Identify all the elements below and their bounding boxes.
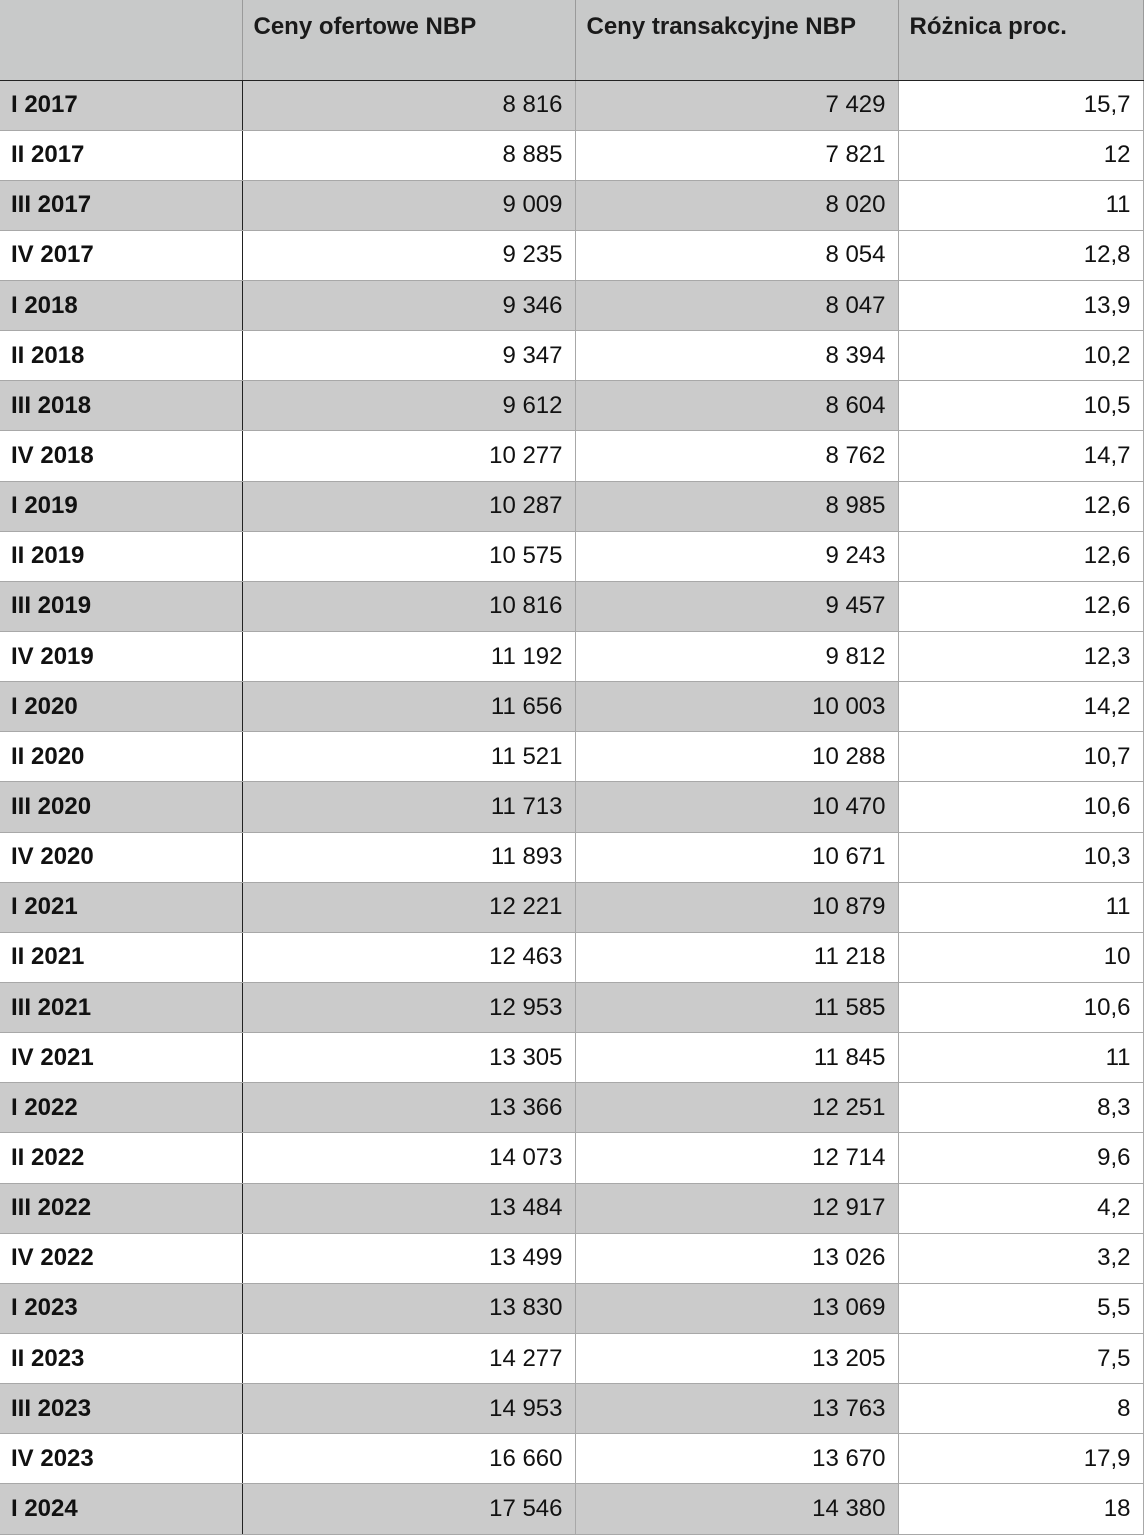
table-row — [0, 1083, 1143, 1133]
row-label-cell[interactable]: III 2017 — [0, 180, 242, 230]
table-row — [0, 1334, 1143, 1384]
row-label-cell[interactable]: II 2018 — [0, 331, 242, 381]
row-label-cell[interactable]: I 2022 — [0, 1083, 242, 1133]
transaction-price-cell[interactable]: 8 047 — [575, 281, 898, 331]
percent-difference-cell[interactable]: 8,3 — [898, 1083, 1143, 1133]
row-label-cell[interactable]: I 2021 — [0, 882, 242, 932]
offer-price-cell[interactable]: 9 009 — [242, 180, 575, 230]
offer-price-cell[interactable]: 10 816 — [242, 581, 575, 631]
table-row — [0, 983, 1143, 1033]
transaction-price-cell[interactable]: 12 251 — [575, 1083, 898, 1133]
transaction-price-cell[interactable]: 7 821 — [575, 130, 898, 180]
transaction-price-cell[interactable]: 13 205 — [575, 1334, 898, 1384]
percent-difference-cell[interactable]: 5,5 — [898, 1283, 1143, 1333]
transaction-price-cell[interactable]: 10 470 — [575, 782, 898, 832]
transaction-price-cell[interactable]: 12 714 — [575, 1133, 898, 1183]
header-row — [0, 0, 1143, 80]
header-cell-transaction-prices[interactable]: Ceny transakcyjne NBP — [575, 0, 898, 80]
percent-difference-cell[interactable]: 3,2 — [898, 1233, 1143, 1283]
table-row — [0, 1283, 1143, 1333]
row-label-cell[interactable]: II 2021 — [0, 932, 242, 982]
table-row — [0, 632, 1143, 682]
table-row — [0, 381, 1143, 431]
percent-difference-cell[interactable]: 11 — [898, 180, 1143, 230]
row-label-cell[interactable]: III 2018 — [0, 381, 242, 431]
transaction-price-cell[interactable]: 10 003 — [575, 682, 898, 732]
row-label-cell[interactable]: I 2023 — [0, 1283, 242, 1333]
percent-difference-cell[interactable]: 12,6 — [898, 481, 1143, 531]
percent-difference-cell[interactable]: 12,8 — [898, 230, 1143, 280]
transaction-price-cell[interactable]: 9 243 — [575, 531, 898, 581]
table-row — [0, 1133, 1143, 1183]
transaction-price-cell[interactable]: 12 917 — [575, 1183, 898, 1233]
percent-difference-cell[interactable]: 12 — [898, 130, 1143, 180]
transaction-price-cell[interactable]: 10 671 — [575, 832, 898, 882]
transaction-price-cell[interactable]: 10 288 — [575, 732, 898, 782]
row-label-cell[interactable]: III 2023 — [0, 1384, 242, 1434]
row-label-cell[interactable]: IV 2018 — [0, 431, 242, 481]
row-label-cell[interactable]: II 2019 — [0, 531, 242, 581]
percent-difference-cell[interactable]: 12,6 — [898, 531, 1143, 581]
percent-difference-cell[interactable]: 12,3 — [898, 632, 1143, 682]
percent-difference-cell[interactable]: 14,2 — [898, 682, 1143, 732]
header-cell-percent-difference[interactable]: Różnica proc. — [898, 0, 1143, 80]
transaction-price-cell[interactable]: 11 845 — [575, 1033, 898, 1083]
transaction-price-cell[interactable]: 10 879 — [575, 882, 898, 932]
offer-price-cell[interactable]: 11 192 — [242, 632, 575, 682]
table-row — [0, 682, 1143, 732]
row-label-cell[interactable]: IV 2023 — [0, 1434, 242, 1484]
offer-price-cell[interactable]: 16 660 — [242, 1434, 575, 1484]
row-label-cell[interactable]: I 2020 — [0, 682, 242, 732]
table-row — [0, 732, 1143, 782]
table-row — [0, 481, 1143, 531]
table-row — [0, 130, 1143, 180]
table-row — [0, 80, 1143, 130]
table-row — [0, 782, 1143, 832]
percent-difference-cell[interactable]: 10,5 — [898, 381, 1143, 431]
offer-price-cell[interactable]: 12 953 — [242, 983, 575, 1033]
row-label-cell[interactable]: II 2020 — [0, 732, 242, 782]
percent-difference-cell[interactable]: 10,6 — [898, 983, 1143, 1033]
table-row — [0, 932, 1143, 982]
offer-price-cell[interactable]: 13 830 — [242, 1283, 575, 1333]
row-label-cell[interactable]: III 2021 — [0, 983, 242, 1033]
offer-price-cell[interactable]: 12 221 — [242, 882, 575, 932]
offer-price-cell[interactable]: 9 346 — [242, 281, 575, 331]
header-cell-offer-prices[interactable]: Ceny ofertowe NBP — [242, 0, 575, 80]
transaction-price-cell[interactable]: 14 380 — [575, 1484, 898, 1534]
percent-difference-cell[interactable]: 17,9 — [898, 1434, 1143, 1484]
offer-price-cell[interactable]: 8 885 — [242, 130, 575, 180]
percent-difference-cell[interactable]: 18 — [898, 1484, 1143, 1534]
percent-difference-cell[interactable]: 4,2 — [898, 1183, 1143, 1233]
offer-price-cell[interactable]: 11 713 — [242, 782, 575, 832]
row-label-cell[interactable]: III 2019 — [0, 581, 242, 631]
offer-price-cell[interactable]: 12 463 — [242, 932, 575, 982]
table-row — [0, 230, 1143, 280]
transaction-price-cell[interactable]: 8 020 — [575, 180, 898, 230]
offer-price-cell[interactable]: 9 612 — [242, 381, 575, 431]
table-row — [0, 1384, 1143, 1434]
table-row — [0, 1434, 1143, 1484]
offer-price-cell[interactable]: 10 277 — [242, 431, 575, 481]
offer-price-cell[interactable]: 10 575 — [242, 531, 575, 581]
transaction-price-cell[interactable]: 11 218 — [575, 932, 898, 982]
transaction-price-cell[interactable]: 13 026 — [575, 1233, 898, 1283]
table-row — [0, 1183, 1143, 1233]
table-row — [0, 1484, 1143, 1534]
table-row — [0, 281, 1143, 331]
table-row — [0, 1033, 1143, 1083]
offer-price-cell[interactable]: 13 366 — [242, 1083, 575, 1133]
row-label-cell[interactable]: II 2022 — [0, 1133, 242, 1183]
transaction-price-cell[interactable]: 9 812 — [575, 632, 898, 682]
transaction-price-cell[interactable]: 7 429 — [575, 80, 898, 130]
percent-difference-cell[interactable]: 8 — [898, 1384, 1143, 1434]
offer-price-cell[interactable]: 11 656 — [242, 682, 575, 732]
percent-difference-cell[interactable]: 14,7 — [898, 431, 1143, 481]
offer-price-cell[interactable]: 8 816 — [242, 80, 575, 130]
percent-difference-cell[interactable]: 10,3 — [898, 832, 1143, 882]
table-row — [0, 882, 1143, 932]
transaction-price-cell[interactable]: 13 763 — [575, 1384, 898, 1434]
percent-difference-cell[interactable]: 10,2 — [898, 331, 1143, 381]
transaction-price-cell[interactable]: 13 069 — [575, 1283, 898, 1333]
offer-price-cell[interactable]: 13 499 — [242, 1233, 575, 1283]
offer-price-cell[interactable]: 14 953 — [242, 1384, 575, 1434]
percent-difference-cell[interactable]: 11 — [898, 882, 1143, 932]
transaction-price-cell[interactable]: 9 457 — [575, 581, 898, 631]
transaction-price-cell[interactable]: 8 054 — [575, 230, 898, 280]
offer-price-cell[interactable]: 9 235 — [242, 230, 575, 280]
row-label-cell[interactable]: IV 2017 — [0, 230, 242, 280]
percent-difference-cell[interactable]: 9,6 — [898, 1133, 1143, 1183]
percent-difference-cell[interactable]: 10 — [898, 932, 1143, 982]
percent-difference-cell[interactable]: 7,5 — [898, 1334, 1143, 1384]
table-row — [0, 1233, 1143, 1283]
offer-price-cell[interactable]: 14 073 — [242, 1133, 575, 1183]
row-label-cell[interactable]: I 2024 — [0, 1484, 242, 1534]
table-row — [0, 531, 1143, 581]
offer-price-cell[interactable]: 11 893 — [242, 832, 575, 882]
row-label-cell[interactable]: I 2019 — [0, 481, 242, 531]
row-label-cell[interactable]: IV 2021 — [0, 1033, 242, 1083]
offer-price-cell[interactable]: 9 347 — [242, 331, 575, 381]
transaction-price-cell[interactable]: 13 670 — [575, 1434, 898, 1484]
row-label-cell[interactable]: I 2018 — [0, 281, 242, 331]
row-label-cell[interactable]: IV 2019 — [0, 632, 242, 682]
table-body — [0, 80, 1143, 1534]
transaction-price-cell[interactable]: 8 762 — [575, 431, 898, 481]
header-cell-label[interactable] — [0, 0, 242, 80]
offer-price-cell[interactable]: 13 305 — [242, 1033, 575, 1083]
offer-price-cell[interactable]: 14 277 — [242, 1334, 575, 1384]
percent-difference-cell[interactable]: 10,7 — [898, 732, 1143, 782]
offer-price-cell[interactable]: 11 521 — [242, 732, 575, 782]
offer-price-cell[interactable]: 13 484 — [242, 1183, 575, 1233]
offer-price-cell[interactable]: 17 546 — [242, 1484, 575, 1534]
row-label-cell[interactable]: IV 2020 — [0, 832, 242, 882]
percent-difference-cell[interactable]: 11 — [898, 1033, 1143, 1083]
table-row — [0, 331, 1143, 381]
percent-difference-cell[interactable]: 10,6 — [898, 782, 1143, 832]
row-label-cell[interactable]: I 2017 — [0, 80, 242, 130]
table-row — [0, 581, 1143, 631]
row-label-cell[interactable]: II 2023 — [0, 1334, 242, 1384]
offer-price-cell[interactable]: 10 287 — [242, 481, 575, 531]
table-header — [0, 0, 1143, 80]
percent-difference-cell[interactable]: 13,9 — [898, 281, 1143, 331]
table-row — [0, 431, 1143, 481]
transaction-price-cell[interactable]: 8 394 — [575, 331, 898, 381]
transaction-price-cell[interactable]: 8 604 — [575, 381, 898, 431]
table-row — [0, 180, 1143, 230]
percent-difference-cell[interactable]: 15,7 — [898, 80, 1143, 130]
table-row — [0, 832, 1143, 882]
percent-difference-cell[interactable]: 12,6 — [898, 581, 1143, 631]
row-label-cell[interactable]: III 2020 — [0, 782, 242, 832]
transaction-price-cell[interactable]: 11 585 — [575, 983, 898, 1033]
row-label-cell[interactable]: II 2017 — [0, 130, 242, 180]
transaction-price-cell[interactable]: 8 985 — [575, 481, 898, 531]
row-label-cell[interactable]: IV 2022 — [0, 1233, 242, 1283]
row-label-cell[interactable]: III 2022 — [0, 1183, 242, 1233]
